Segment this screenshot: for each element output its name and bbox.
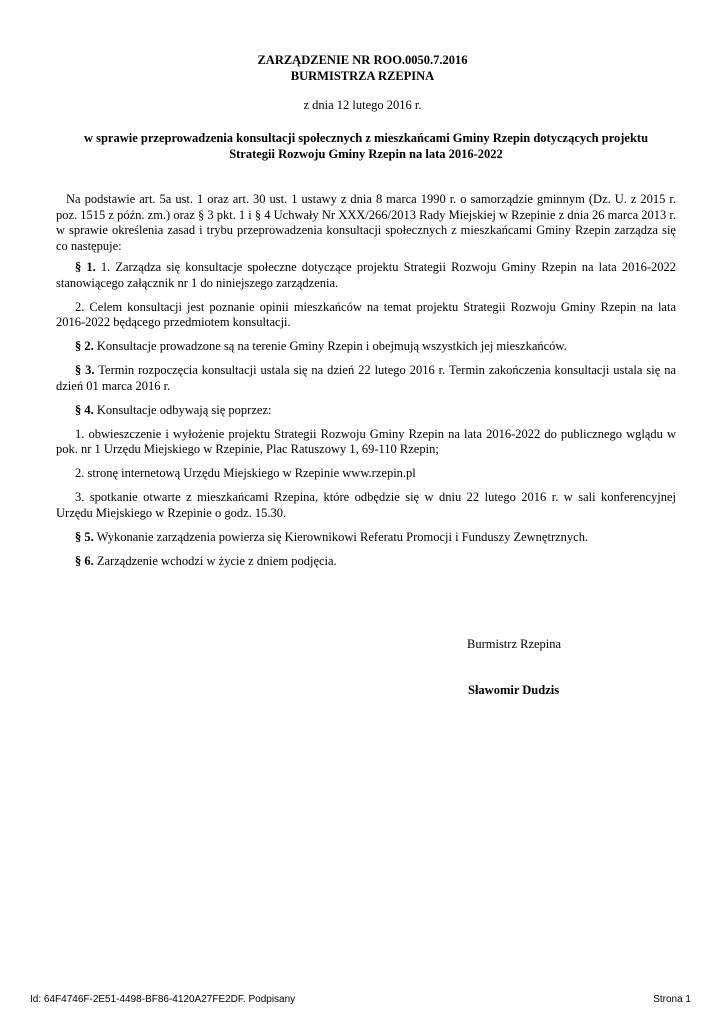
footer-page-number: Strona 1 — [653, 994, 691, 1005]
section-3 — [56, 363, 676, 394]
section-1-point-2: 2. Celem konsultacji jest poznanie opinii mieszkańców na temat projektu Strategii Rozwoju Gminy Rzepin na lata 2016-2022 będącego przedmiotem konsultacji. — [56, 299, 676, 329]
section-1 — [56, 260, 676, 291]
document-body — [56, 192, 676, 578]
section-5-text: Wykonanie zarządzenia powierza się Kierownikowi Referatu Promocji i Funduszy Zewnętrznych. — [93, 529, 589, 544]
section-2-mark: § 2. — [75, 339, 94, 353]
section-2 — [56, 339, 676, 355]
title-line-2: BURMISTRZA RZEPINA — [290, 68, 435, 83]
section-4-text: Konsultacje odbywają się poprzez: — [93, 402, 272, 417]
footer-document-id: Id: 64F4746F-2E51-4498-BF86-4120A27FE2DF. Podpisany — [30, 994, 296, 1005]
section-2-text: Konsultacje prowadzone są na terenie Gminy Rzepin i obejmują wszystkich jej mieszkańców. — [93, 339, 567, 353]
section-3-text: Termin rozpoczęcia konsultacji ustala się na dzień 22 lutego 2016 r. Termin zakończenia konsultacji ustala się na dzień 01 marca 2016 r. — [56, 363, 676, 393]
document-subject — [56, 131, 676, 162]
section-1-text: 1. Zarządza się konsultacje społeczne dotyczące projektu Strategii Rozwoju Gminy Rzepin na lata 2016-2022 stanowiącego załącznik nr 1 do niniejszego zarządzenia. — [56, 260, 676, 290]
signatory-role: Burmistrz Rzepina — [467, 637, 562, 651]
section-5-mark: § 5. — [75, 529, 94, 544]
section-4-point-3: 3. spotkanie otwarte z mieszkańcami Rzepina, które odbędzie się w dniu 22 lutego 2016 r. w sali konferencyjnej Urzędu Miejskiego w Rzepinie o godz. 15.30. — [56, 490, 676, 520]
section-5 — [56, 530, 676, 546]
title-line-1: ZARZĄDZENIE NR ROO.0050.7.2016 — [257, 53, 468, 67]
document-date: z dnia 12 lutego 2016 r. — [303, 98, 422, 112]
signatory-name: Sławomir Dudzis — [468, 683, 560, 697]
section-3-mark: § 3. — [75, 363, 95, 377]
section-4 — [56, 403, 676, 419]
section-4-point-1: 1. obwieszczenie i wyłożenie projektu Strategii Rozwoju Gminy Rzepin na lata 2016-2022 do publicznego wglądu w pok. nr 1 Urzędu Miejskiego w Rzepinie, Plac Ratuszowy 1, 69-110 Rzepin; — [56, 426, 676, 456]
legal-basis-paragraph: Na podstawie art. 5a ust. 1 oraz art. 30 ust. 1 ustawy z dnia 8 marca 1990 r. o samorządzie gminnym (Dz. U. z 2015 r. poz. 1515 z późn. zm.) oraz § 3 pkt. 1 i § 4 Uchwały Nr XXX/266/2013 Rady Miejskiej w Rzepinie z dnia 26 marca 2013 r. w sprawie określenia zasad i trybu przeprowadzenia konsultacji społecznych z mieszkańcami Gminy Rzepin zarządza się co następuje: — [56, 192, 677, 253]
section-6-text: Zarządzenie wchodzi w życie z dniem podjęcia. — [93, 553, 337, 568]
subject-line-1: w sprawie przeprowadzenia konsultacji społecznych z mieszkańcami Gminy Rzepin dotyczących projektu — [83, 131, 649, 145]
subject-line-2: Strategii Rozwoju Gminy Rzepin na lata 2016-2022 — [229, 146, 503, 161]
section-1-mark: § 1. — [75, 260, 96, 274]
section-6 — [56, 554, 676, 570]
section-4-point-2: 2. stronę internetową Urzędu Miejskiego w Rzepinie www.rzepin.pl — [75, 466, 416, 480]
section-6-mark: § 6. — [75, 553, 94, 568]
section-4-mark: § 4. — [75, 402, 94, 417]
document-title — [0, 53, 725, 84]
